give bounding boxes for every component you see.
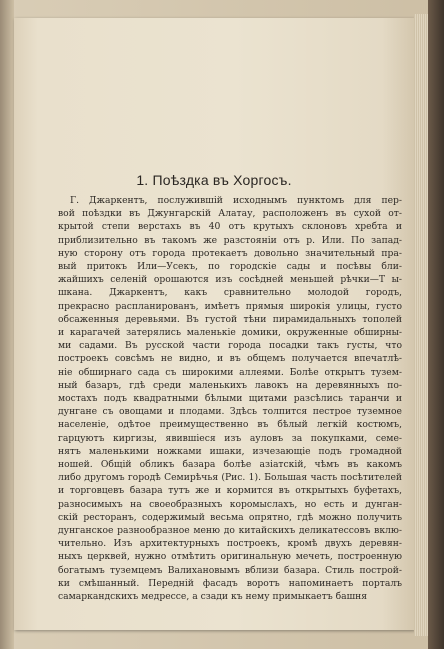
text-line: мостахъ подъ квадратными бѣлыми щитами разсѣлись таранчи и xyxy=(58,393,402,405)
text-line: населеніе, одѣтое преимущественно въ бѣлый легкій костюмъ, xyxy=(58,419,402,431)
text-line: гарцуютъ киргизы, явившіеся изъ ауловъ за покупками, семе- xyxy=(58,432,402,444)
book-cover-edge xyxy=(428,0,444,649)
text-line: Г. Джаркентъ, послужившій исходнымъ пунктомъ для пер- xyxy=(70,195,402,206)
text-line: ный базаръ, гдѣ среди маленькихъ лавокъ на деревянныхъ по- xyxy=(58,379,402,391)
chapter-heading: 1. Поѣздка въ Хоргосъ. xyxy=(136,172,292,188)
text-line: вой поѣздки въ Джунгарскій Алатау, расположенъ въ сухой от- xyxy=(58,208,402,220)
text-line: прекрасно распланированъ, имѣетъ прямыя широкія улицы, густо xyxy=(58,300,402,312)
text-line: скій ресторанъ, содержимый весьма опрятно, гдѣ можно получить xyxy=(58,511,402,523)
text-line: дунганское разнообразное меню до китайскихъ деликатессовъ вклю- xyxy=(58,525,402,537)
text-line: вый притокъ Или—Усекъ, по городскіе сады и посѣвы бли- xyxy=(58,261,402,273)
text-line: дунгане съ овощами и плодами. Здѣсь толпится пестрое туземное xyxy=(58,406,402,418)
text-line: шкана. Джаркентъ, какъ сравнительно молодой городъ, xyxy=(58,287,402,299)
text-line: приблизительно въ такомъ же разстояніи отъ р. Или. По запад- xyxy=(58,234,402,246)
text-line: ки смѣшанный. Передній фасадъ воротъ напоминаетъ порталъ xyxy=(58,577,402,589)
text-line: самаркандскихъ медрессе, а сзади къ нему примыкаетъ башня xyxy=(58,591,368,603)
text-line: ныхъ церквей, нужно отмѣтить оригинальную мечеть, построенную xyxy=(58,551,402,563)
page-edges xyxy=(414,14,428,636)
text-line: нятъ маленькими ножками ишаки, изчезающіе подъ громадной xyxy=(58,445,402,457)
text-line: ми садами. Въ русской части города посадки такъ густы, что xyxy=(58,340,402,352)
text-line: разносимыхъ на своеобразныхъ коромыслахъ, но есть и дунган- xyxy=(58,498,402,510)
text-line: построекъ совсѣмъ не видно, и въ общемъ получается впечатлѣ- xyxy=(58,353,402,365)
text-line: ную сторону отъ города протекаетъ довольно значительный пра- xyxy=(58,247,402,259)
text-line: обсаженныя деревьями. Въ густой тѣни пирамидальныхъ тополей xyxy=(58,313,402,325)
text-line: ношей. Общій обликъ базара болѣе азіатскій, чѣмъ въ какомъ xyxy=(58,459,402,471)
text-line: крытой степи верстахъ въ 40 отъ крутыхъ склоновъ хребта и xyxy=(58,221,402,233)
text-line: чительно. Изъ архитектурныхъ построекъ, кромѣ двухъ деревян- xyxy=(58,538,402,550)
text-line: либо другомъ городѣ Семирѣчья (Рис. 1). Большая часть посѣтителей xyxy=(58,472,402,484)
text-line: и торговцевъ базара тутъ же и кормится въ открытыхъ буфетахъ, xyxy=(58,485,402,497)
text-line: и карагачей затерялись маленькіе домики, окруженные обширны- xyxy=(58,327,402,339)
text-line: жайшихъ селеній орошаются изъ сосѣдней меньшей рѣчки—Т ы- xyxy=(58,274,402,286)
body-text xyxy=(58,194,402,603)
binding-gutter xyxy=(0,0,14,649)
text-line: богатымъ туземцемъ Валихановымъ вблизи базара. Стиль построй- xyxy=(58,564,402,576)
text-line: ніе обширнаго сада съ широкими аллеями. Болѣе открытъ тузем- xyxy=(58,366,402,378)
